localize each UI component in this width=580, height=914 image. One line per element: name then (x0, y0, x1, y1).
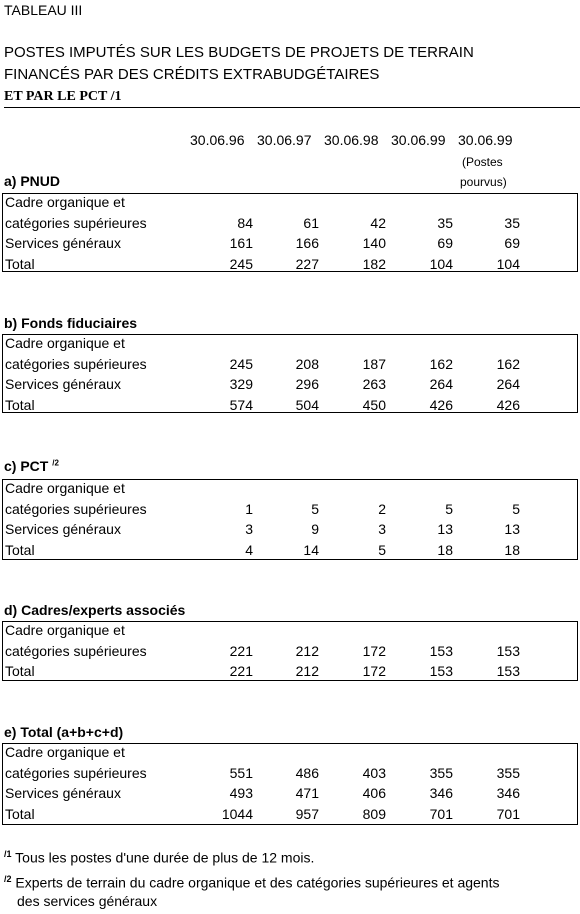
cell-value: 161 (229, 235, 253, 251)
row-label: Services généraux (5, 235, 121, 251)
cell-value: 153 (496, 642, 520, 659)
cell-value: 153 (429, 663, 453, 679)
cell-value: 701 (429, 805, 453, 822)
footnote-2 (4, 874, 499, 891)
heading-rule (4, 107, 580, 108)
section-title-text: e) Total (a+b+c+d) (4, 724, 124, 740)
cell-value: 42 (370, 214, 386, 231)
cell-value: 403 (362, 764, 386, 781)
table-row (3, 501, 577, 521)
section-table (2, 334, 578, 413)
cell-value: 296 (295, 376, 319, 392)
table-row (3, 643, 577, 663)
footnote-2-text: Experts de terrain du cadre organique et des catégories supérieures et agents (15, 874, 500, 891)
row-label: catégories supérieures (5, 355, 147, 372)
cell-value: 346 (429, 785, 453, 801)
cell-value: 346 (496, 785, 520, 801)
row-label: Total (5, 805, 35, 822)
row-label: Services généraux (5, 376, 121, 392)
row-label: Cadre organique et (5, 622, 125, 638)
row-label: Services généraux (5, 521, 121, 537)
table-row (3, 256, 577, 276)
cell-value: 3 (378, 521, 386, 537)
cell-value: 4 (245, 541, 253, 558)
row-label: Total (5, 396, 35, 413)
footnote-2-continuation: des services généraux (17, 893, 158, 909)
section-title-text: a) PNUD (4, 173, 61, 189)
table-row-label-line (3, 480, 577, 500)
column-header-5: 30.06.99 (458, 132, 513, 148)
cell-value: 486 (295, 764, 319, 781)
heading-line-1: POSTES IMPUTÉS SUR LES BUDGETS DE PROJETS DE TERRAIN (4, 44, 474, 61)
cell-value: 153 (429, 642, 453, 659)
cell-value: 221 (229, 663, 253, 679)
cell-value: 355 (429, 764, 453, 781)
section-table (2, 743, 578, 825)
row-label: catégories supérieures (5, 764, 147, 781)
table-row (3, 765, 577, 785)
section-title (4, 724, 123, 740)
table-row (3, 542, 577, 562)
row-label: catégories supérieures (5, 500, 147, 517)
row-label: catégories supérieures (5, 642, 147, 659)
cell-value: 153 (496, 663, 520, 679)
section-table (2, 193, 578, 272)
row-label: Total (5, 541, 35, 558)
cell-value: 35 (437, 214, 453, 231)
cell-value: 61 (303, 214, 319, 231)
section-title-text: c) PCT (4, 458, 49, 474)
cell-value: 104 (496, 255, 520, 272)
cell-value: 574 (229, 396, 253, 413)
cell-value: 18 (504, 541, 520, 558)
section-title-text: b) Fonds fiduciaires (4, 315, 138, 331)
table-row-label-line (3, 744, 577, 764)
heading-line-2: FINANCÉS PAR DES CRÉDITS EXTRABUDGÉTAIRES (4, 66, 380, 83)
footnote-1 (4, 849, 314, 866)
cell-value: 355 (496, 764, 520, 781)
cell-value: 9 (311, 521, 319, 537)
column-subnote-line-2: pourvus) (460, 175, 507, 189)
cell-value: 69 (504, 235, 520, 251)
table-row (3, 806, 577, 826)
cell-value: 187 (362, 355, 386, 372)
section-table (2, 621, 578, 681)
table-row-label-line (3, 622, 577, 642)
cell-value: 208 (295, 355, 319, 372)
section-title-footnote-mark: /2 (52, 458, 59, 468)
cell-value: 172 (362, 663, 386, 679)
table-row (3, 356, 577, 376)
cell-value: 13 (437, 521, 453, 537)
cell-value: 426 (496, 396, 520, 413)
footnote-2-mark: /2 (4, 874, 12, 884)
cell-value: 162 (496, 355, 520, 372)
table-row-label-line (3, 335, 577, 355)
cell-value: 1 (245, 500, 253, 517)
cell-value: 701 (496, 805, 520, 822)
table-row (3, 785, 577, 805)
cell-value: 104 (429, 255, 453, 272)
cell-value: 3 (245, 521, 253, 537)
row-label: Total (5, 255, 35, 272)
cell-value: 221 (229, 642, 253, 659)
cell-value: 172 (362, 642, 386, 659)
row-label: Cadre organique et (5, 194, 125, 210)
cell-value: 162 (429, 355, 453, 372)
section-title (4, 173, 60, 189)
table-title: TABLEAU III (4, 2, 83, 18)
cell-value: 1044 (221, 805, 253, 822)
cell-value: 5 (378, 541, 386, 558)
cell-value: 14 (303, 541, 319, 558)
cell-value: 245 (229, 255, 253, 272)
cell-value: 35 (504, 214, 520, 231)
table-row (3, 235, 577, 255)
cell-value: 450 (362, 396, 386, 413)
table-row (3, 521, 577, 541)
column-subnote-line-1: (Postes (462, 155, 503, 169)
table-row (3, 663, 577, 683)
cell-value: 5 (311, 500, 319, 517)
cell-value: 84 (237, 214, 253, 231)
row-label: Services généraux (5, 785, 121, 801)
section-title (4, 315, 137, 331)
cell-value: 18 (437, 541, 453, 558)
cell-value: 493 (229, 785, 253, 801)
table-row-label-line (3, 194, 577, 214)
cell-value: 263 (362, 376, 386, 392)
column-header-2: 30.06.97 (257, 132, 312, 148)
cell-value: 182 (362, 255, 386, 272)
cell-value: 329 (229, 376, 253, 392)
cell-value: 245 (229, 355, 253, 372)
cell-value: 212 (295, 663, 319, 679)
cell-value: 69 (437, 235, 453, 251)
footnote-1-text: Tous les postes d'une durée de plus de 12 mois. (15, 849, 315, 866)
cell-value: 551 (229, 764, 253, 781)
cell-value: 471 (295, 785, 319, 801)
cell-value: 504 (295, 396, 319, 413)
cell-value: 166 (295, 235, 319, 251)
column-header-3: 30.06.98 (324, 132, 379, 148)
section-title-text: d) Cadres/experts associés (4, 602, 186, 618)
heading-line-3: ET PAR LE PCT /1 (4, 89, 122, 104)
row-label: Total (5, 663, 35, 679)
cell-value: 5 (512, 500, 520, 517)
cell-value: 809 (362, 805, 386, 822)
row-label: Cadre organique et (5, 744, 125, 760)
cell-value: 264 (496, 376, 520, 392)
row-label: catégories supérieures (5, 214, 147, 231)
cell-value: 212 (295, 642, 319, 659)
cell-value: 406 (362, 785, 386, 801)
table-row (3, 376, 577, 396)
table-row (3, 215, 577, 235)
cell-value: 227 (295, 255, 319, 272)
cell-value: 264 (429, 376, 453, 392)
column-header-1: 30.06.96 (190, 132, 245, 148)
column-header-4: 30.06.99 (391, 132, 446, 148)
section-title (4, 458, 59, 474)
table-row (3, 397, 577, 417)
section-title (4, 602, 185, 618)
cell-value: 5 (445, 500, 453, 517)
row-label: Cadre organique et (5, 335, 125, 351)
cell-value: 2 (378, 500, 386, 517)
section-table (2, 479, 578, 560)
cell-value: 426 (429, 396, 453, 413)
cell-value: 957 (295, 805, 319, 822)
cell-value: 13 (504, 521, 520, 537)
row-label: Cadre organique et (5, 480, 125, 496)
cell-value: 140 (362, 235, 386, 251)
footnote-1-mark: /1 (4, 849, 12, 859)
